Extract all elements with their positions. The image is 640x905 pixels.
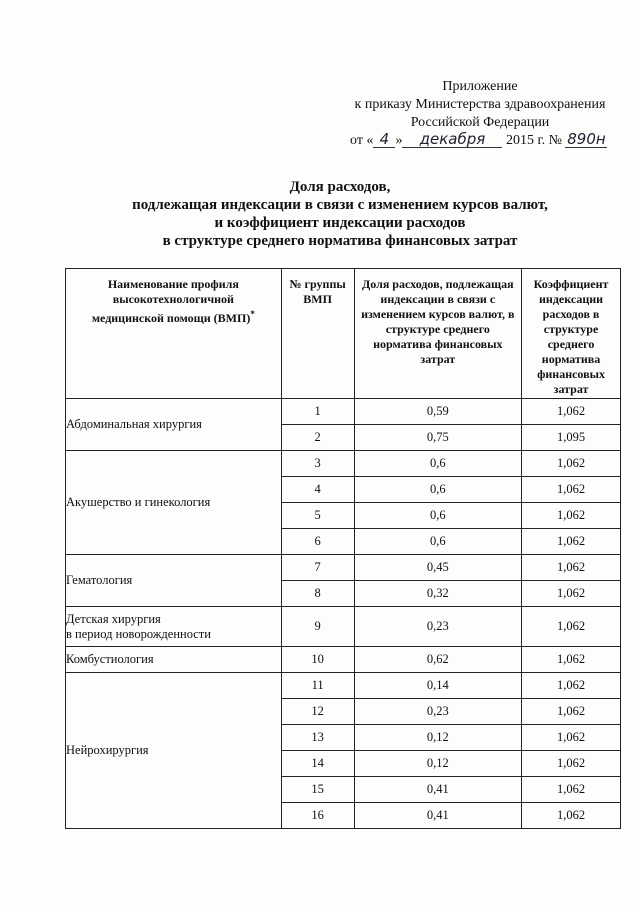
- share-value: 0,62: [354, 647, 522, 673]
- table-row: [66, 555, 621, 581]
- coef-value: 1,062: [522, 751, 621, 777]
- profile-name: [66, 607, 282, 647]
- share-value: 0,6: [354, 503, 522, 529]
- coef-value: 1,062: [522, 581, 621, 607]
- order-number: 890н: [567, 130, 606, 148]
- share-value: 0,75: [354, 425, 522, 451]
- profile-name-line-1: Детская хирургия: [66, 611, 161, 626]
- coef-value: 1,062: [522, 503, 621, 529]
- group-number: 6: [281, 529, 354, 555]
- coef-value: 1,062: [522, 673, 621, 699]
- coef-value: 1,062: [522, 699, 621, 725]
- group-number: 8: [281, 581, 354, 607]
- share-value: 0,12: [354, 725, 522, 751]
- share-value: 0,32: [354, 581, 522, 607]
- date-month: декабря: [402, 132, 502, 148]
- coef-value: 1,062: [522, 607, 621, 647]
- coef-value: 1,062: [522, 451, 621, 477]
- title-line-2: подлежащая индексации в связи с изменением курсов валют,: [132, 197, 548, 213]
- share-value: 0,14: [354, 673, 522, 699]
- share-value: 0,23: [354, 699, 522, 725]
- group-number: 4: [281, 477, 354, 503]
- share-value: 0,12: [354, 751, 522, 777]
- date-prefix: от «: [350, 133, 374, 148]
- coef-value: 1,062: [522, 555, 621, 581]
- table-row: [66, 647, 621, 673]
- share-value: 0,6: [354, 529, 522, 555]
- title-line-3: и коэффициент индексации расходов: [214, 215, 466, 231]
- group-number: 14: [281, 751, 354, 777]
- coef-value: 1,062: [522, 399, 621, 425]
- share-value: 0,41: [354, 803, 522, 829]
- date-mid: »: [395, 133, 403, 148]
- annex-date-line: [330, 132, 630, 150]
- header-share: Доля расходов, подлежащая индексации в связи с изменением курсов валют, в структуре среднего норматива финансовых затрат: [354, 269, 522, 399]
- share-value: 0,6: [354, 451, 522, 477]
- coef-value: 1,062: [522, 725, 621, 751]
- profile-name: Акушерство и гинекология: [66, 451, 282, 555]
- group-number: 10: [281, 647, 354, 673]
- group-number: 7: [281, 555, 354, 581]
- table-row: [66, 399, 621, 425]
- header-profile: Наименование профиля высокотехнологичной медицинской помощи (ВМП)*: [66, 269, 282, 399]
- annex-header: [330, 78, 630, 150]
- group-number: 16: [281, 803, 354, 829]
- table-header-row: [66, 269, 621, 399]
- annex-order-ref: к приказу Министерства здравоохранения: [354, 97, 606, 112]
- header-group: № группы ВМП: [281, 269, 354, 399]
- title-line-4: в структуре среднего норматива финансовых затрат: [162, 233, 518, 249]
- group-number: 12: [281, 699, 354, 725]
- group-number: 15: [281, 777, 354, 803]
- share-value: 0,45: [354, 555, 522, 581]
- document-title: [60, 178, 620, 250]
- index-table: [65, 268, 621, 829]
- group-number: 9: [281, 607, 354, 647]
- coef-value: 1,062: [522, 777, 621, 803]
- annex-federation: Российской Федерации: [410, 115, 550, 130]
- share-value: 0,41: [354, 777, 522, 803]
- coef-value: 1,062: [522, 477, 621, 503]
- coef-value: 1,062: [522, 529, 621, 555]
- share-value: 0,23: [354, 607, 522, 647]
- coef-value: 1,095: [522, 425, 621, 451]
- group-number: 13: [281, 725, 354, 751]
- group-number: 3: [281, 451, 354, 477]
- annex-title: Приложение: [442, 79, 518, 94]
- share-value: 0,59: [354, 399, 522, 425]
- group-number: 11: [281, 673, 354, 699]
- title-line-1: Доля расходов,: [289, 179, 391, 195]
- group-number: 2: [281, 425, 354, 451]
- table-row: [66, 451, 621, 477]
- header-profile-mark: *: [250, 309, 255, 319]
- header-coef: Коэффициент индексации расходов в структуре среднего норматива финансовых затрат: [522, 269, 621, 399]
- table-row: [66, 607, 621, 647]
- share-value: 0,6: [354, 477, 522, 503]
- profile-name: Абдоминальная хирургия: [66, 399, 282, 451]
- coef-value: 1,062: [522, 803, 621, 829]
- date-year: 2015 г. №: [505, 133, 562, 148]
- profile-name-line-2: в период новорожденности: [66, 626, 211, 641]
- profile-name: Комбустиология: [66, 647, 282, 673]
- profile-name: Гематология: [66, 555, 282, 607]
- group-number: 1: [281, 399, 354, 425]
- table-row: [66, 673, 621, 699]
- profile-name: Нейрохирургия: [66, 673, 282, 829]
- coef-value: 1,062: [522, 647, 621, 673]
- group-number: 5: [281, 503, 354, 529]
- date-day: 4: [373, 132, 395, 148]
